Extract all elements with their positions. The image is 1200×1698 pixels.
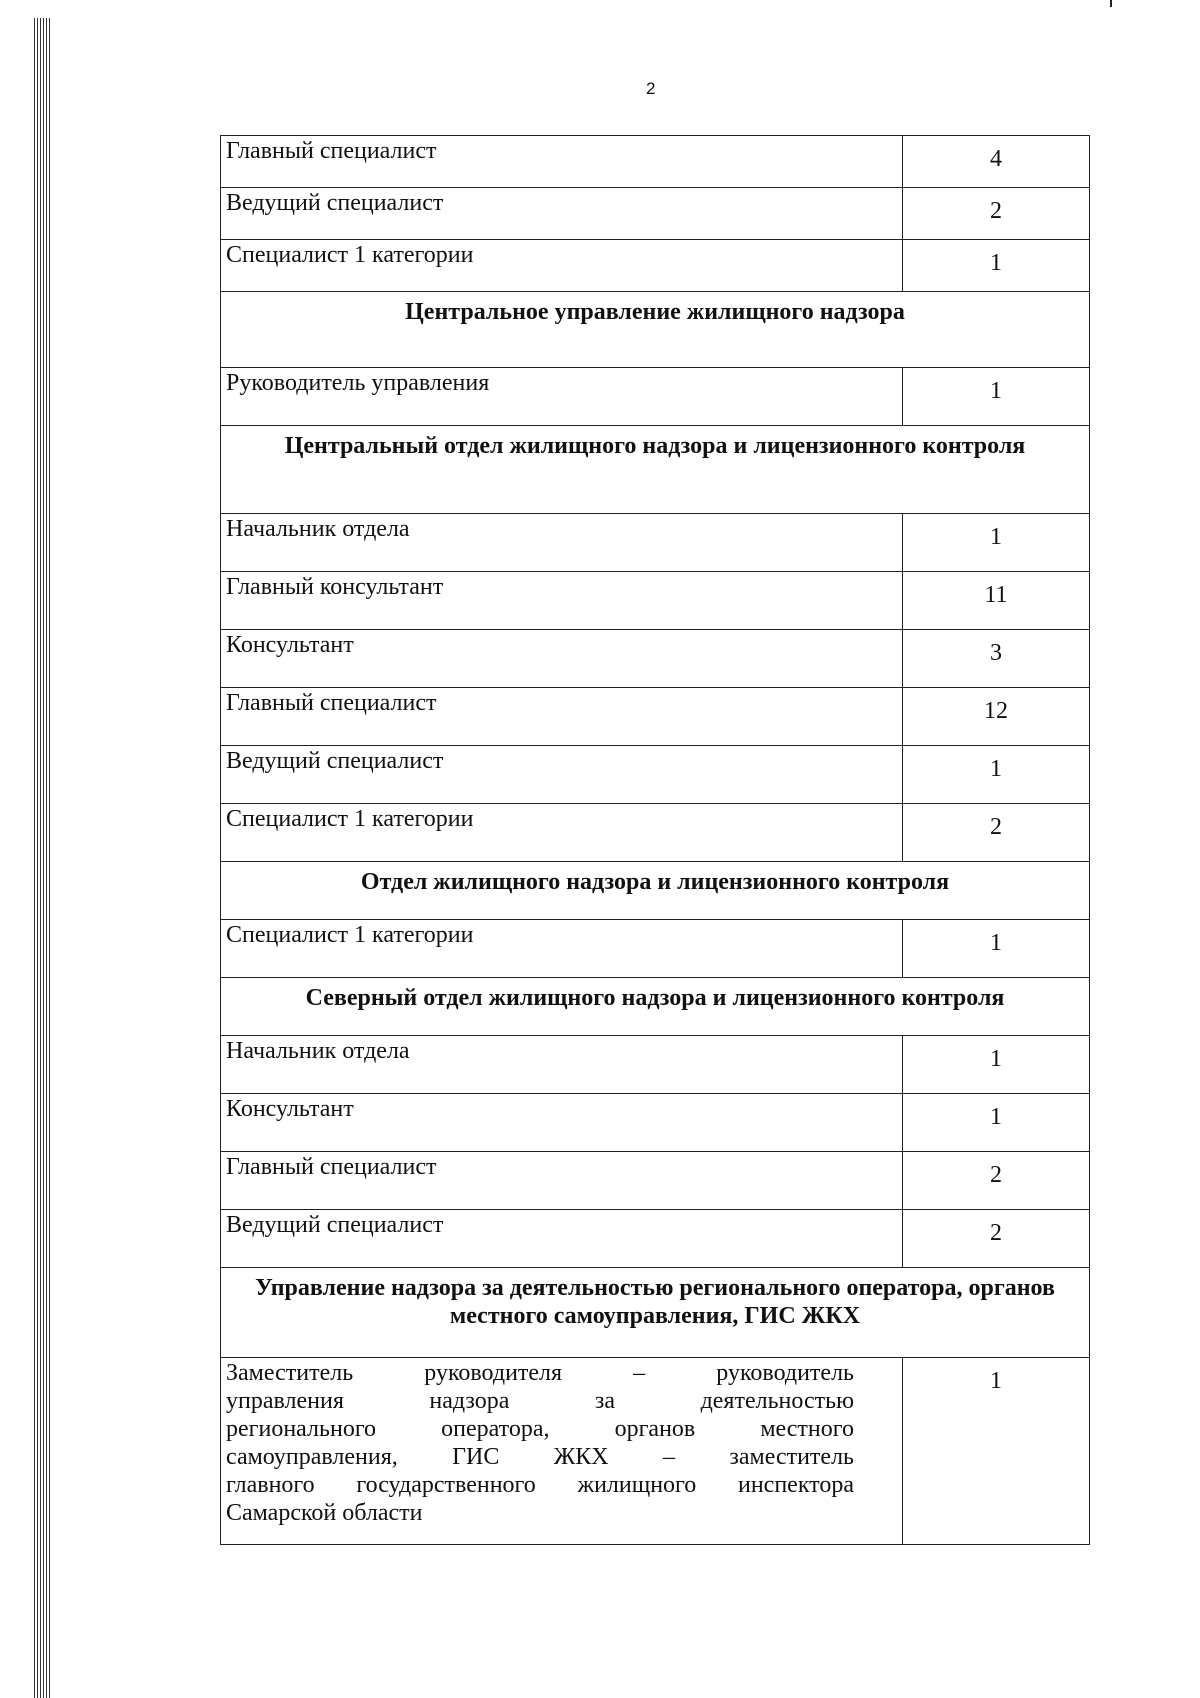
position-title-line: самоуправления, ГИС ЖКХ – заместитель <box>226 1444 854 1470</box>
position-count: 1 <box>903 1094 1090 1152</box>
position-title: Консультант <box>221 630 903 688</box>
position-title: Ведущий специалист <box>221 746 903 804</box>
position-title: Консультант <box>221 1094 903 1152</box>
position-count: 1 <box>903 746 1090 804</box>
position-title-line: Самарской области <box>226 1500 423 1526</box>
binding-edge <box>34 18 74 1698</box>
position-title: Начальник отдела <box>221 1036 903 1094</box>
table-row <box>221 804 1090 862</box>
position-title-line: регионального оператора, органов местного <box>226 1416 854 1442</box>
position-title-line: Заместитель руководителя – руководитель <box>226 1360 854 1386</box>
position-title: Специалист 1 категории <box>221 240 903 292</box>
table-row <box>221 368 1090 426</box>
section-title: Управление надзора за деятельностью регионального оператора, органов местного самоуправления, ГИС ЖКХ <box>221 1268 1090 1358</box>
position-title: Ведущий специалист <box>221 1210 903 1268</box>
table-row <box>221 240 1090 292</box>
section-header-row <box>221 978 1090 1036</box>
table-row <box>221 514 1090 572</box>
position-count: 11 <box>903 572 1090 630</box>
position-title: Специалист 1 категории <box>221 804 903 862</box>
position-title: Руководитель управления <box>221 368 903 426</box>
position-count: 1 <box>903 920 1090 978</box>
position-count: 2 <box>903 804 1090 862</box>
position-count: 1 <box>903 368 1090 426</box>
table-row <box>221 188 1090 240</box>
position-count: 2 <box>903 1152 1090 1210</box>
position-count: 1 <box>903 240 1090 292</box>
position-count: 4 <box>903 136 1090 188</box>
position-title: Главный консультант <box>221 572 903 630</box>
staffing-table <box>220 135 1090 1545</box>
position-count: 1 <box>903 514 1090 572</box>
section-header-row <box>221 426 1090 514</box>
position-count: 1 <box>903 1358 1090 1545</box>
table-row <box>221 1210 1090 1268</box>
table-row <box>221 630 1090 688</box>
position-title: Начальник отдела <box>221 514 903 572</box>
table-row <box>221 1152 1090 1210</box>
table-row <box>221 572 1090 630</box>
position-title: Главный специалист <box>221 136 903 188</box>
page-number: 2 <box>646 79 656 98</box>
table-row <box>221 746 1090 804</box>
position-count: 3 <box>903 630 1090 688</box>
position-count: 1 <box>903 1036 1090 1094</box>
position-count: 12 <box>903 688 1090 746</box>
section-header-row <box>221 292 1090 368</box>
section-header-row <box>221 1268 1090 1358</box>
position-title: Ведущий специалист <box>221 188 903 240</box>
position-title-line: главного государственного жилищного инспектора <box>226 1472 854 1498</box>
section-header-row <box>221 862 1090 920</box>
position-title <box>221 1358 903 1545</box>
section-title: Центральное управление жилищного надзора <box>221 292 1090 368</box>
table-row <box>221 136 1090 188</box>
position-title-line: управления надзора за деятельностью <box>226 1388 854 1414</box>
position-title: Главный специалист <box>221 1152 903 1210</box>
section-title: Северный отдел жилищного надзора и лицензионного контроля <box>221 978 1090 1036</box>
edge-tick-mark <box>1110 0 1112 7</box>
table-row <box>221 1094 1090 1152</box>
table-row <box>221 920 1090 978</box>
position-count: 2 <box>903 1210 1090 1268</box>
section-title: Отдел жилищного надзора и лицензионного контроля <box>221 862 1090 920</box>
table-row <box>221 1358 1090 1545</box>
position-title: Специалист 1 категории <box>221 920 903 978</box>
table-row <box>221 688 1090 746</box>
position-title: Главный специалист <box>221 688 903 746</box>
section-title: Центральный отдел жилищного надзора и лицензионного контроля <box>221 426 1090 514</box>
table-row <box>221 1036 1090 1094</box>
position-count: 2 <box>903 188 1090 240</box>
